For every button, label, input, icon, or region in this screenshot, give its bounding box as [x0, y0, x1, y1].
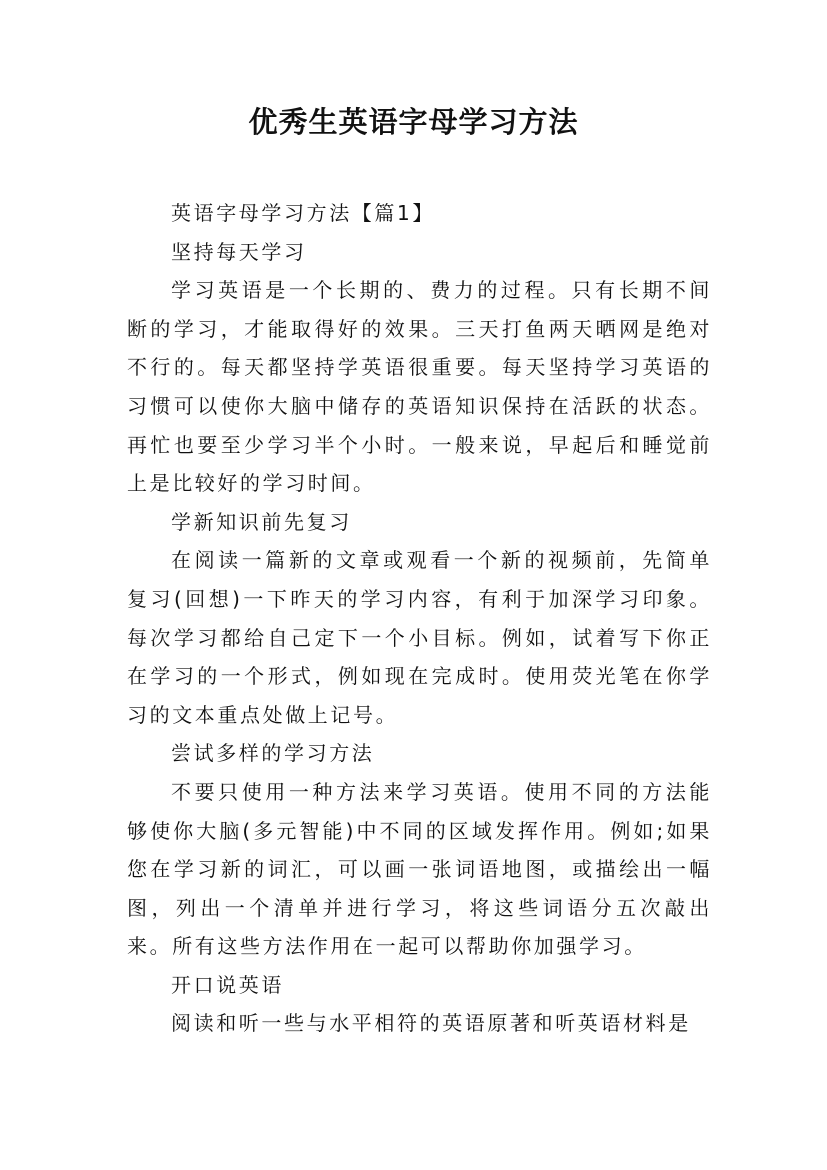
subheading-daily-study: 坚持每天学习: [171, 239, 307, 264]
paragraph-varied-methods: 不要只使用一种方法来学习英语。使用不同的方法能够使你大脑(多元智能)中不同的区域发挥作用。例如;如果您在学习新的词汇，可以画一张词语地图，或描绘出一幅图，列出一个清单并进行学习，将这些词语分五次敲出来。所有这些方法作用在一起可以帮助你加强学习。: [127, 779, 712, 959]
paragraph-speak-english: 阅读和听一些与水平相符的英语原著和听英语材料是: [171, 1011, 691, 1036]
paragraph-daily-study: 学习英语是一个长期的、费力的过程。只有长期不间断的学习，才能取得好的效果。三天打鱼两天晒网是绝对不行的。每天都坚持学英语很重要。每天坚持学习英语的习惯可以使你大脑中储存的英语知识保持在活跃的状态。再忙也要至少学习半个小时。一般来说，早起后和睡觉前上是比较好的学习时间。: [127, 278, 712, 496]
section-heading: 英语字母学习方法【篇1】: [171, 201, 435, 225]
subheading-review-first: 学新知识前先复习: [171, 509, 352, 534]
subheading-varied-methods: 尝试多样的学习方法: [171, 741, 375, 766]
document-title: 优秀生英语字母学习方法: [248, 105, 579, 139]
document-body: [127, 194, 712, 1043]
subheading-speak-english: 开口说英语: [171, 972, 284, 997]
paragraph-review-first: 在阅读一篇新的文章或观看一个新的视频前，先简单复习(回想)一下昨天的学习内容，有利于加深学习印象。每次学习都给自己定下一个小目标。例如，试着写下你正在学习的一个形式，例如现在完成时。使用荧光笔在你学习的文本重点处做上记号。: [127, 548, 712, 727]
